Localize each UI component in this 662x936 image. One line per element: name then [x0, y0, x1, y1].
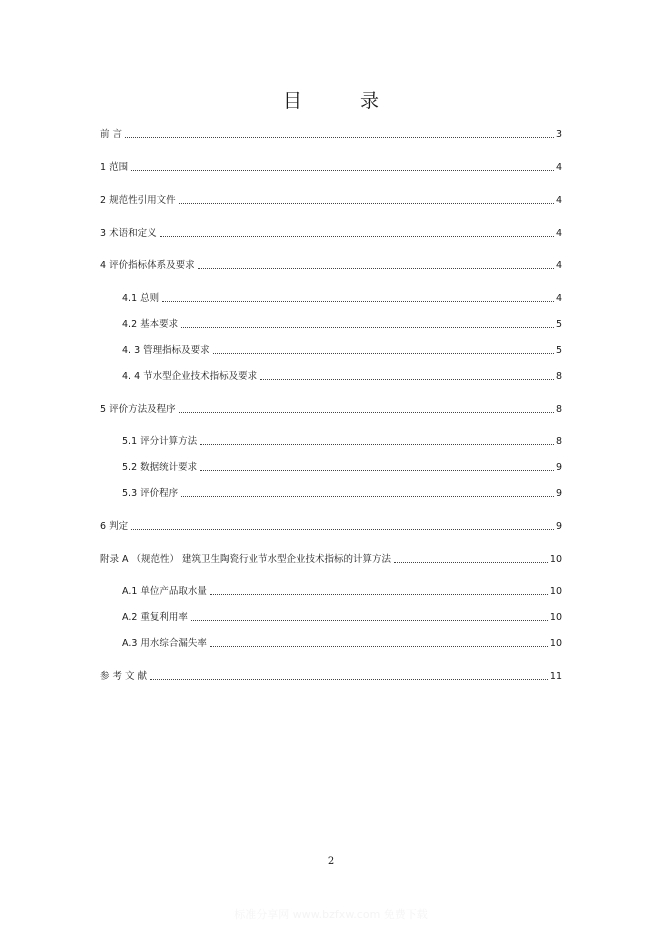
toc-leader-dots	[162, 301, 554, 302]
toc-entry-page: 4	[555, 195, 562, 206]
toc-leader-dots	[150, 679, 548, 680]
toc-entry-page: 3	[555, 129, 562, 140]
toc-entry-label: A.1 单位产品取水量	[122, 586, 207, 597]
toc-entry-page: 8	[555, 436, 562, 447]
toc-leader-dots	[131, 529, 554, 530]
toc-entry-label: 5.1 评分计算方法	[122, 436, 198, 447]
toc-entry-a2[interactable]	[122, 611, 562, 625]
toc-leader-dots	[210, 594, 548, 595]
toc-leader-dots	[210, 646, 548, 647]
toc-entry-page: 8	[555, 371, 562, 382]
toc-entry-scope[interactable]	[100, 161, 562, 175]
toc-leader-dots	[213, 353, 554, 354]
toc-entry-label: 参 考 文 献	[100, 671, 148, 682]
toc-entry-page: 10	[549, 554, 562, 565]
toc-entry-page: 9	[555, 521, 562, 532]
toc-entry-normative-references[interactable]	[100, 194, 562, 208]
toc-entry-page: 4	[555, 260, 562, 271]
toc-entry-data-statistics[interactable]	[122, 461, 562, 475]
toc-entry-page: 9	[555, 488, 562, 499]
toc-entry-general[interactable]	[122, 292, 562, 306]
toc-entry-label: A.3 用水综合漏失率	[122, 638, 207, 649]
toc-entry-evaluation-procedure[interactable]	[122, 487, 562, 501]
toc-leader-dots	[394, 562, 548, 563]
toc-entry-indicator-system[interactable]	[100, 259, 562, 273]
toc-entry-evaluation-methods[interactable]	[100, 403, 562, 417]
toc-entry-page: 9	[555, 462, 562, 473]
toc-entry-page: 5	[555, 319, 562, 330]
toc-entry-page: 11	[549, 671, 562, 682]
toc-leader-dots	[200, 470, 554, 471]
toc-leader-dots	[125, 137, 554, 138]
toc-entry-bibliography[interactable]	[100, 670, 562, 684]
toc-entry-label: 2 规范性引用文件	[100, 195, 176, 206]
toc-leader-dots	[160, 236, 554, 237]
toc-title: 目 录	[282, 90, 406, 112]
page-number: 2	[327, 856, 335, 867]
toc-entry-label: 4 评价指标体系及要求	[100, 260, 195, 271]
toc-leader-dots	[260, 379, 554, 380]
toc-entry-label: 4.1 总则	[122, 293, 160, 304]
toc-entry-judgment[interactable]	[100, 520, 562, 534]
toc-entry-foreword[interactable]	[100, 128, 562, 142]
toc-entry-a1[interactable]	[122, 585, 562, 599]
toc-entry-scoring-method[interactable]	[122, 435, 562, 449]
toc-entry-page: 4	[555, 293, 562, 304]
toc-entry-label: 1 范围	[100, 162, 129, 173]
toc-entry-page: 4	[555, 162, 562, 173]
toc-entry-label: 5.3 评价程序	[122, 488, 179, 499]
toc-entry-appendix-a[interactable]	[100, 553, 562, 567]
toc-entry-basic-requirements[interactable]	[122, 318, 562, 332]
toc-entry-label: 4. 3 管理指标及要求	[122, 345, 210, 356]
toc-entry-page: 8	[555, 404, 562, 415]
toc-entry-technical-indicators[interactable]	[122, 370, 562, 384]
toc-entry-label: 4.2 基本要求	[122, 319, 179, 330]
toc-entry-management-indicators[interactable]	[122, 344, 562, 358]
toc-entry-label: 5.2 数据统计要求	[122, 462, 198, 473]
toc-entry-terms[interactable]	[100, 227, 562, 241]
toc-entry-label: A.2 重复利用率	[122, 612, 188, 623]
toc-entry-page: 5	[555, 345, 562, 356]
toc-leader-dots	[179, 412, 554, 413]
watermark: 标准分享网 www.bzfxw.com 免费下载	[234, 908, 428, 921]
toc-leader-dots	[200, 444, 554, 445]
toc-leader-dots	[198, 268, 554, 269]
toc-entry-label: 附录 A （规范性） 建筑卫生陶瓷行业节水型企业技术指标的计算方法	[100, 554, 392, 565]
toc-entry-label: 6 判定	[100, 521, 129, 532]
toc-entry-page: 10	[549, 612, 562, 623]
toc-entry-label: 3 术语和定义	[100, 228, 157, 239]
toc-entry-page: 10	[549, 586, 562, 597]
toc-leader-dots	[191, 620, 548, 621]
toc-entry-page: 4	[555, 228, 562, 239]
toc-leader-dots	[181, 327, 554, 328]
toc-entry-label: 4. 4 节水型企业技术指标及要求	[122, 371, 258, 382]
toc-entry-label: 前 言	[100, 129, 123, 140]
toc-leader-dots	[181, 496, 554, 497]
toc-leader-dots	[131, 170, 554, 171]
toc-entry-page: 10	[549, 638, 562, 649]
toc-leader-dots	[179, 203, 554, 204]
toc-entry-a3[interactable]	[122, 637, 562, 651]
toc-entry-label: 5 评价方法及程序	[100, 404, 176, 415]
